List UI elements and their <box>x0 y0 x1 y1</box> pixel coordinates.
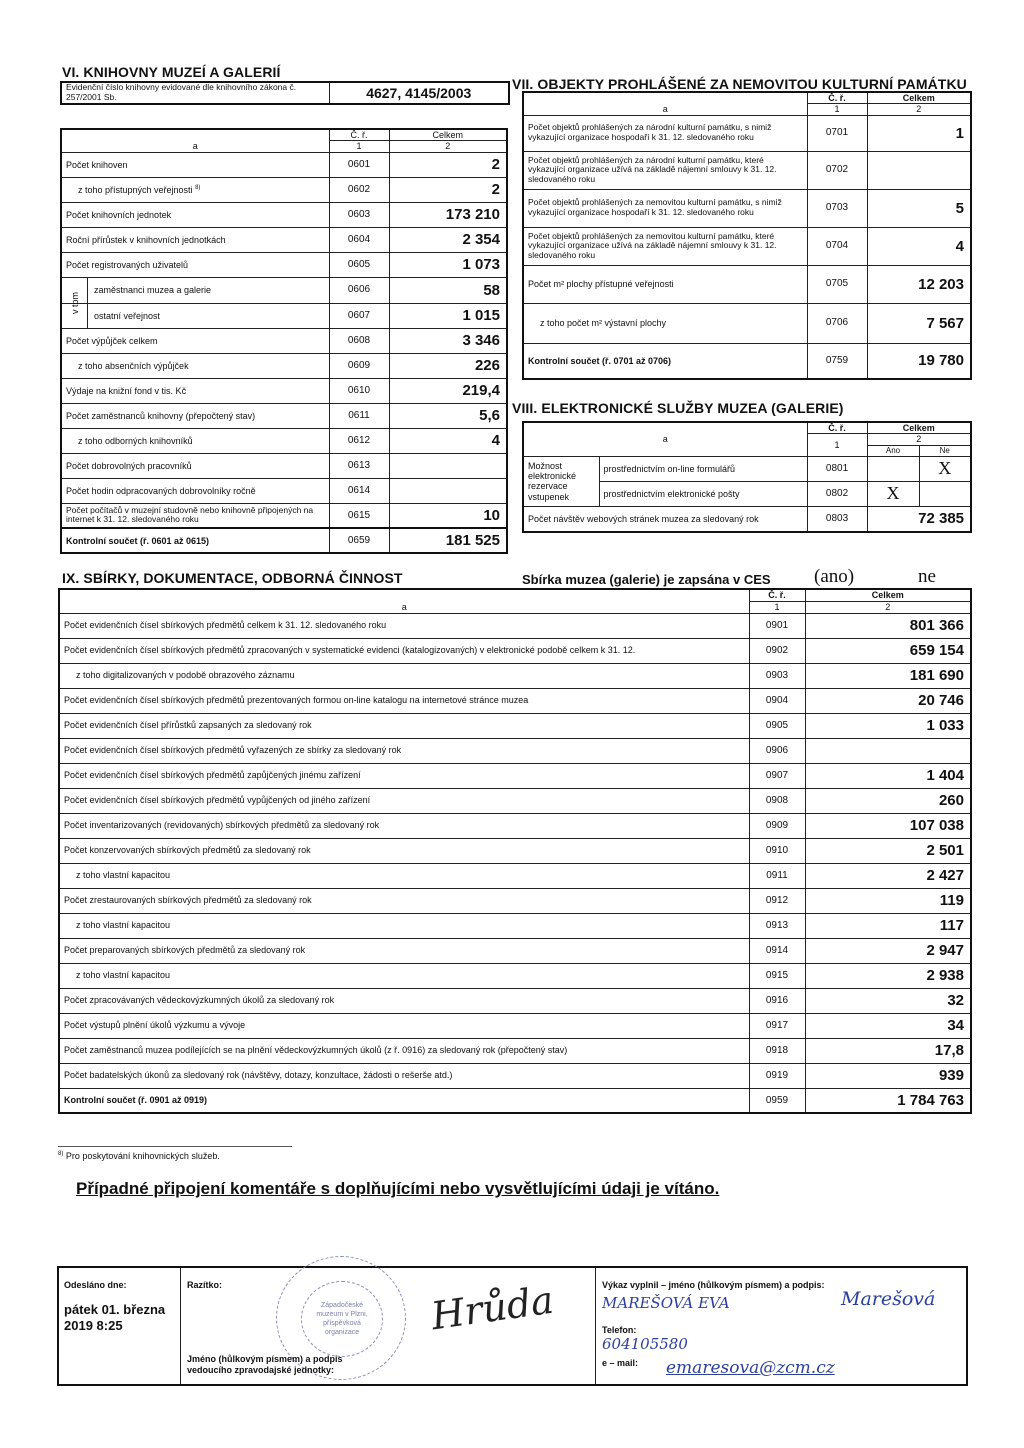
section-viii-title: VIII. ELEKTRONICKÉ SLUŽBY MUZEA (GALERIE) <box>512 400 844 416</box>
reservation-group-label: Možnost elektronické rezervace vstupenek <box>523 456 599 506</box>
table-row: z toho digitalizovaných v podobě obrazového záznamu 0903 181 690 <box>59 663 971 688</box>
table-row: Počet objektů prohlášených za nemovitou kulturní památku, které vykazující organizace užívá na základě nájemní smlouvy k 31. 12. sledovaného roku 0704 4 <box>523 227 971 265</box>
stamp-label: Razítko: <box>187 1280 223 1290</box>
table-row: Počet objektů prohlášených za národní kulturní památku, s nimiž vykazující organizace hospodaří k 31. 12. sledovaného roku 0701 1 <box>523 115 971 151</box>
table-row: z toho odborných knihovníků 0612 4 <box>61 428 507 453</box>
table-row: Počet evidenčních čísel sbírkových předmětů zpracovaných v systematické evidenci (katalogizovaných) v elektronické podobě celkem k 31. 12. 0902 659 154 <box>59 638 971 663</box>
table-row: ostatní veřejnost 0607 1 015 <box>61 303 507 328</box>
table-row: Počet zaměstnanců knihovny (přepočtený stav) 0611 5,6 <box>61 403 507 428</box>
table-row: Výdaje na knižní fond v tis. Kč 0610 219,4 <box>61 378 507 403</box>
phone-label: Telefon: <box>602 1325 637 1335</box>
collections-table: a Č. ř. Celkem 1 2 Počet evidenčních čísel sbírkových předmětů celkem k 31. 12. sledovaného roku 0901 801 366 Počet evidenčních čísel sbírkových předmětů zpracovaných v systematické evidenci (katalogizovaných) v elektronické podobě celkem k 31. 12. 0902 659 154 z toho digitalizovaných v podobě obrazového záznamu 0903 181 690 Počet evidenčních čísel sbírkových předmětů prezentovaných formou on-line katalogu na internetové stránce muzea 0904 20 746 Počet evidenčních čísel přírůstků zapsaných za sledovaný rok 0905 1 033 Počet evidenčních čísel sbírkových předmětů vyřazených ze sbírky za sledovaný rok 0906 Počet evidenčních čísel sbírkových předmětů zapůjčených jinému zařízení 0907 1 404 Počet evidenčních čísel sbírkových předmětů vypůjčených od jiného zařízení 0908 260 Počet inventarizovaných (revidovaných) sbírkových předmětů za sledovaný rok 0909 107 038 Počet konzervovaných sbírkových předmětů za sledovaný rok 0910 2 501 z toho vlastní kapacitou 0911 2 427 Počet zrestaurovaných sbírkových předmětů za sledovaný rok 0912 119 z toho vlastní kapacitou 0913 117 Počet preparovaných sbírkových předmětů za sledovaný rok 0914 2 947 z toho vlastní kapacitou 0915 2 938 Počet zpracovávaných vědeckovýzkumných úkolů za sledovaný rok 0916 32 Počet výstupů plnění úkolů výzkumu a vývoje 0917 34 Počet zaměstnanců muzea podílejících se na plnění vědeckovýzkumných úkolů (z ř. 0916) za sledovaný rok (přepočtený stav) 0918 17,8 Počet badatelských úkonů za sledovaný rok (návštěvy, dotazy, konzultace, žádosti o rešerše atd.) 0919 939 Kontrolní součet (ř. 0901 až 0919) 0959 1 784 763 <box>58 588 972 1114</box>
table-row: Počet zaměstnanců muzea podílejících se na plnění vědeckovýzkumných úkolů (z ř. 0916) za sledovaný rok (přepočtený stav) 0918 17,8 <box>59 1038 971 1063</box>
phone-value: 604105580 <box>602 1335 688 1353</box>
table-row: Počet návštěv webových stránek muzea za sledovaný rok 0803 72 385 <box>523 506 971 532</box>
hdr-celkem: Celkem <box>389 129 507 141</box>
table-row: Počet výpůjček celkem 0608 3 346 <box>61 328 507 353</box>
table-row: Počet hodin odpracovaných dobrovolníky ročně 0614 <box>61 478 507 503</box>
table-row: Počet počítačů v muzejní studovně nebo knihovně připojených na internet k 31. 12. sledovaného roku 0615 10 <box>61 503 507 528</box>
table-row: Počet evidenčních čísel přírůstků zapsaných za sledovaný rok 0905 1 033 <box>59 713 971 738</box>
filled-signature: Marešová <box>841 1288 936 1310</box>
table-row: Počet inventarizovaných (revidovaných) sbírkových předmětů za sledovaný rok 0909 107 038 <box>59 813 971 838</box>
table-row: z toho vlastní kapacitou 0911 2 427 <box>59 863 971 888</box>
stamp-text: Západočeské muzeum v Plzni, příspěvková organizace <box>316 1302 368 1336</box>
eservices-table: a Č. ř. Celkem 1 2 Ano Ne Možnost elektronické rezervace vstupenek prostřednictvím on-line formulářů 0801 X prostřednictvím elektronické pošty 0802 X Počet návštěv webových stránek muzea za sledovaný rok 0803 72 385 <box>522 421 972 533</box>
table-row: z toho přístupných veřejnosti $^{8)}$ 0602 2 <box>61 177 507 202</box>
table-row: Počet zpracovávaných vědeckovýzkumných úkolů za sledovaný rok 0916 32 <box>59 988 971 1013</box>
table-row: Roční přírůstek v knihovních jednotkách 0604 2 354 <box>61 227 507 252</box>
hdr-a: a <box>192 141 198 152</box>
table-row: Počet m² plochy přístupné veřejnosti 0705 12 203 <box>523 265 971 303</box>
table-row: Počet výstupů plnění úkolů výzkumu a vývoje 0917 34 <box>59 1013 971 1038</box>
table-row-total: Kontrolní součet (ř. 0601 až 0615) 0659 181 525 <box>61 528 507 553</box>
table-row: Počet knihoven 0601 2 <box>61 152 507 177</box>
table-row: z toho absenčních výpůjček 0609 226 <box>61 353 507 378</box>
checkbox-ne-0801[interactable]: X <box>919 456 971 481</box>
evidence-number-value: 4627, 4145/2003 <box>329 82 509 104</box>
table-row: v tom zaměstnanci muzea a galerie 0606 58 <box>61 277 507 303</box>
table-row-total: Kontrolní součet (ř. 0901 až 0919) 0959 1 784 763 <box>59 1088 971 1113</box>
sent-cell <box>59 1268 181 1384</box>
evidence-number-box <box>60 81 510 105</box>
table-row: z toho vlastní kapacitou 0913 117 <box>59 913 971 938</box>
email-label: e – mail: <box>602 1358 639 1368</box>
ces-no-option[interactable]: ne <box>918 566 936 587</box>
filled-cell <box>596 1268 966 1384</box>
table-row: prostřednictvím elektronické pošty 0802 X <box>523 481 971 506</box>
evidence-number-label: Evidenční číslo knihovny evidované dle knihovního zákona č. 257/2001 Sb. <box>61 82 329 104</box>
library-table <box>60 128 508 554</box>
checkbox-ano-0802[interactable]: X <box>867 481 919 506</box>
head-label: Jméno (hůlkovým písmem) a podpis vedoucího zpravodajské jednotky: <box>187 1354 343 1375</box>
table-row: Počet evidenčních čísel sbírkových předmětů zapůjčených jinému zařízení 0907 1 404 <box>59 763 971 788</box>
table-row: Počet evidenčních čísel sbírkových předmětů vypůjčených od jiného zařízení 0908 260 <box>59 788 971 813</box>
monument-table: a Č. ř. Celkem 1 2 Počet objektů prohlášených za národní kulturní památku, s nimiž vykazující organizace hospodaří k 31. 12. sledovaného roku 0701 1 Počet objektů prohlášených za národní kulturní památku, které vykazující organizace užívá na základě nájemní smlouvy k 31. 12. sledovaného roku 0702 Počet objektů prohlášených za nemovitou kulturní památku, s nimiž vykazující organizace hospodaří k 31. 12. sledovaného roku 0703 5 Počet objektů prohlášených za nemovitou kulturní památku, které vykazující organizace užívá na základě nájemní smlouvy k 31. 12. sledovaného roku 0704 4 Počet m² plochy přístupné veřejnosti 0705 12 203 z toho počet m² výstavní plochy 0706 7 567 Kontrolní součet (ř. 0701 až 0706) 0759 19 780 <box>522 91 972 380</box>
table-row: Počet registrovaných uživatelů 0605 1 073 <box>61 252 507 277</box>
stamp-cell <box>181 1268 596 1384</box>
head-signature: Hrůda <box>428 1277 557 1339</box>
table-row: Počet evidenčních čísel sbírkových předmětů celkem k 31. 12. sledovaného roku 0901 801 366 <box>59 613 971 638</box>
table-row: Počet konzervovaných sbírkových předmětů za sledovaný rok 0910 2 501 <box>59 838 971 863</box>
sent-value: pátek 01. března 2019 8:25 <box>64 1302 166 1333</box>
section-ix-title: IX. SBÍRKY, DOKUMENTACE, ODBORNÁ ČINNOST <box>62 570 403 586</box>
table-row: Počet preparovaných sbírkových předmětů za sledovaný rok 0914 2 947 <box>59 938 971 963</box>
hdr-1: 1 <box>329 141 389 152</box>
hdr-2: 2 <box>389 141 507 152</box>
table-row: Počet knihovních jednotek 0603 173 210 <box>61 202 507 227</box>
table-row: Počet evidenčních čísel sbírkových předmětů vyřazených ze sbírky za sledovaný rok 0906 <box>59 738 971 763</box>
vtom-label: v tom <box>69 291 80 314</box>
checkbox-ne-0802[interactable] <box>919 481 971 506</box>
table-row-total: Kontrolní součet (ř. 0701 až 0706) 0759 19 780 <box>523 343 971 379</box>
table-row: z toho vlastní kapacitou 0915 2 938 <box>59 963 971 988</box>
table-row: z toho počet m² výstavní plochy 0706 7 567 <box>523 303 971 343</box>
filled-name: MAREŠOVÁ EVA <box>602 1294 730 1312</box>
table-row: Možnost elektronické rezervace vstupenek prostřednictvím on-line formulářů 0801 X <box>523 456 971 481</box>
filled-label: Výkaz vyplnil – jméno (hůlkovým písmem) a podpis: <box>602 1280 825 1290</box>
table-row: Počet objektů prohlášených za nemovitou kulturní památku, s nimiž vykazující organizace hospodaří k 31. 12. sledovaného roku 0703 5 <box>523 189 971 227</box>
sent-label: Odesláno dne: <box>64 1280 127 1290</box>
table-row: Počet dobrovolných pracovníků 0613 <box>61 453 507 478</box>
hdr-cr: Č. ř. <box>329 129 389 141</box>
table-row: Počet badatelských úkonů za sledovaný rok (návštěvy, dotazy, konzultace, žádosti o rešerše atd.) 0919 939 <box>59 1063 971 1088</box>
footnote: $^{8)}$ Pro poskytování knihovnických služeb. <box>58 1151 220 1161</box>
table-row: Počet evidenčních čísel sbírkových předmětů prezentovaných formou on-line katalogu na internetové stránce muzea 0904 20 746 <box>59 688 971 713</box>
ces-yes-option[interactable]: (ano) <box>814 566 855 587</box>
footer-box <box>57 1266 968 1386</box>
section-vii-title: VII. OBJEKTY PROHLÁŠENÉ ZA NEMOVITOU KULTURNÍ PAMÁTKU <box>512 76 967 92</box>
section-vi-title: VI. KNIHOVNY MUZEÍ A GALERIÍ <box>62 64 281 80</box>
footnote-divider <box>58 1146 292 1147</box>
email-value: emaresova@zcm.cz <box>666 1358 835 1378</box>
comment-note: Případné připojení komentáře s doplňujícími nebo vysvětlujícími údaji je vítáno. <box>76 1179 720 1198</box>
table-row: Počet zrestaurovaných sbírkových předmětů za sledovaný rok 0912 119 <box>59 888 971 913</box>
table-row: Počet objektů prohlášených za národní kulturní památku, které vykazující organizace užívá na základě nájemní smlouvy k 31. 12. sledovaného roku 0702 <box>523 151 971 189</box>
ces-label: Sbírka muzea (galerie) je zapsána v CES <box>522 572 771 587</box>
checkbox-ano-0801[interactable] <box>867 456 919 481</box>
